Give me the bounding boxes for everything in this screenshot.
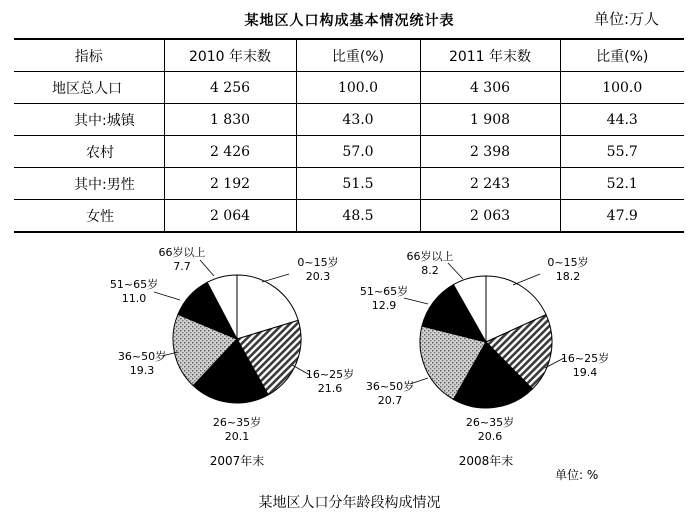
label-leader-line (262, 274, 289, 282)
cell: 2 192 (164, 168, 296, 200)
slice-label: 0~15岁 (297, 256, 339, 269)
cell: 100.0 (296, 72, 420, 104)
cell: 4 256 (164, 72, 296, 104)
header-2011-value: 2011 年末数 (420, 39, 560, 72)
cell: 2 426 (164, 136, 296, 168)
slice-value-label: 20.3 (305, 270, 331, 283)
cell: 55.7 (560, 136, 684, 168)
population-table (14, 38, 684, 233)
table-row (14, 200, 684, 233)
slice-value-label: 20.7 (377, 394, 403, 407)
slice-value-label: 19.3 (129, 364, 155, 377)
pie-caption: 2008年末 (458, 454, 514, 468)
slice-value-label: 20.6 (477, 430, 503, 443)
slice-value-label: 21.6 (317, 382, 343, 395)
slice-value-label: 18.2 (555, 270, 581, 283)
cell: 57.0 (296, 136, 420, 168)
cell: 2 398 (420, 136, 560, 168)
slice-label: 16~25岁 (305, 368, 355, 381)
cell: 2 063 (420, 200, 560, 233)
table-unit: 单位:万人 (593, 10, 659, 28)
cell: 100.0 (560, 72, 684, 104)
table-row (14, 136, 684, 168)
slice-label: 26~35岁 (212, 416, 262, 429)
table-row (14, 104, 684, 136)
slice-label: 36~50岁 (365, 380, 415, 393)
slice-label: 66岁以上 (406, 250, 454, 263)
header-2011-share: 比重(%) (560, 39, 684, 72)
cell: 44.3 (560, 104, 684, 136)
row-label: 农村 (14, 136, 164, 168)
slice-value-label: 12.9 (371, 299, 397, 312)
chart-unit: 单位: % (555, 468, 599, 482)
header-indicator: 指标 (14, 39, 164, 72)
cell: 52.1 (560, 168, 684, 200)
slice-value-label: 20.1 (224, 430, 250, 443)
slice-value-label: 7.7 (173, 260, 191, 273)
label-leader-line (448, 263, 463, 279)
label-leader-line (200, 260, 214, 276)
slice-label: 51~65岁 (109, 278, 159, 291)
pie-caption: 2007年末 (209, 454, 265, 468)
cell: 2 243 (420, 168, 560, 200)
slice-label: 51~65岁 (359, 285, 409, 298)
table-row (14, 72, 684, 104)
cell: 4 306 (420, 72, 560, 104)
label-leader-line (404, 298, 428, 304)
label-leader-line (154, 292, 180, 300)
table-header-row (14, 39, 684, 72)
row-label: 其中:城镇 (14, 104, 164, 136)
cell: 43.0 (296, 104, 420, 136)
cell: 2 064 (164, 200, 296, 233)
slice-label: 36~50岁 (117, 350, 167, 363)
slice-value-label: 8.2 (421, 264, 439, 277)
slice-label: 16~25岁 (560, 352, 610, 365)
row-label: 地区总人口 (14, 72, 164, 104)
cell: 51.5 (296, 168, 420, 200)
slice-label: 66岁以上 (158, 246, 206, 259)
header-2010-share: 比重(%) (296, 39, 420, 72)
slice-label: 26~35岁 (465, 416, 515, 429)
header-2010-value: 2010 年末数 (164, 39, 296, 72)
figure-caption: 某地区人口分年龄段构成情况 (258, 495, 441, 511)
table-title-row (0, 6, 699, 32)
slice-value-label: 19.4 (572, 366, 598, 379)
slice-label: 0~15岁 (547, 256, 589, 269)
cell: 1 908 (420, 104, 560, 136)
table-title: 某地区人口构成基本情况统计表 (244, 13, 455, 29)
cell: 1 830 (164, 104, 296, 136)
label-leader-line (513, 274, 540, 285)
slice-value-label: 11.0 (121, 292, 147, 305)
table-row (14, 168, 684, 200)
row-label: 女性 (14, 200, 164, 233)
cell: 48.5 (296, 200, 420, 233)
age-pie-charts (0, 230, 699, 490)
cell: 47.9 (560, 200, 684, 233)
row-label: 其中:男性 (14, 168, 164, 200)
